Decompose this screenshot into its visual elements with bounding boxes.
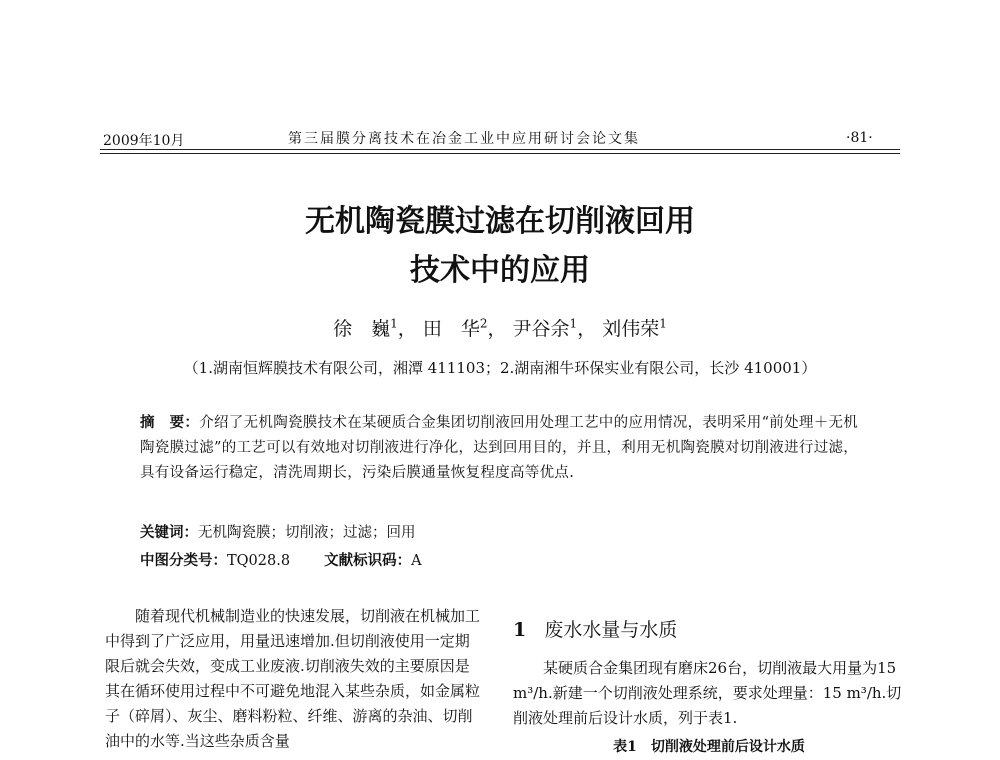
author-affil-mark: 2: [479, 316, 488, 331]
paper-title-line2: 技术中的应用: [410, 253, 590, 288]
doc-code-value: A: [411, 553, 422, 569]
header-rule-thin: [100, 153, 900, 154]
section-title: 废水水量与水质: [544, 619, 678, 641]
author-separator: ，: [577, 318, 597, 340]
abstract: [140, 410, 860, 486]
author-affil-mark: 1: [659, 316, 667, 331]
author-name: 刘伟荣: [602, 318, 660, 340]
section-number: 1: [513, 619, 527, 641]
author-name: 尹谷余: [512, 318, 570, 340]
author-name: 田 华: [422, 318, 480, 340]
affiliations: （1.湖南恒辉膜技术有限公司，湘潭 411103；2.湖南湘牛环保实业有限公司，长沙 410001）: [183, 359, 817, 377]
body-paragraph: 某硬质合金集团现有磨床26台，切削液最大用量为15 m³/h.新建一个切削液处理系统，要求处理量：15 m³/h.切削液处理前后设计水质，列于表1.: [513, 659, 902, 727]
body-right-column: [513, 656, 905, 731]
author-name: 徐 巍: [333, 318, 391, 340]
table-caption: 表1 切削液处理前后设计水质: [613, 739, 805, 755]
keywords-text: 无机陶瓷膜；切削液；过滤；回用: [198, 525, 416, 541]
header-page-number: ·81·: [846, 130, 873, 146]
classification-line: [140, 549, 422, 570]
body-paragraph: 随着现代机械制造业的快速发展，切削液在机械加工中得到了广泛应用，用量迅速增加.但切削液使用一定期限后就会失效，变成工业废液.切削液失效的主要原因是其在循环使用过程中不可避免地混入某些杂质，如金属粒子（碎屑）、灰尘、磨料粉粒、纤维、游离的杂油、切削油中的水等.当这些杂质含量: [105, 607, 481, 750]
clc-label: 中图分类号：: [140, 552, 227, 569]
keywords-label: 关键词：: [140, 524, 198, 541]
section-heading: [513, 615, 677, 642]
author-separator: ，: [487, 318, 507, 340]
doc-code-label: 文献标识码：: [324, 552, 412, 569]
author-list: [100, 314, 900, 341]
abstract-label: 摘 要：: [140, 414, 200, 431]
abstract-text: 介绍了无机陶瓷膜技术在某硬质合金集团切削液回用处理工艺中的应用情况，表明采用“前处理＋无机陶瓷膜过滤”的工艺可以有效地对切削液进行净化，达到回用目的，并且，利用无机陶瓷膜对切削液进行过滤，具有设备运行稳定，清洗周期长，污染后膜通量恢复程度高等优点.: [140, 415, 859, 481]
clc-value: TQ028.8: [227, 553, 291, 569]
author-separator: ，: [397, 318, 417, 340]
header-date: 2009年10月: [103, 133, 185, 149]
body-left-column: [105, 604, 483, 754]
author-affil-mark: 1: [390, 316, 398, 331]
paper-title-line1: 无机陶瓷膜过滤在切削液回用: [305, 204, 695, 239]
header-journal-title: 第三届膜分离技术在冶金工业中应用研讨会论文集: [288, 131, 640, 147]
author-affil-mark: 1: [569, 316, 578, 331]
header-rule-thick: [100, 149, 900, 150]
keywords: [140, 521, 416, 542]
